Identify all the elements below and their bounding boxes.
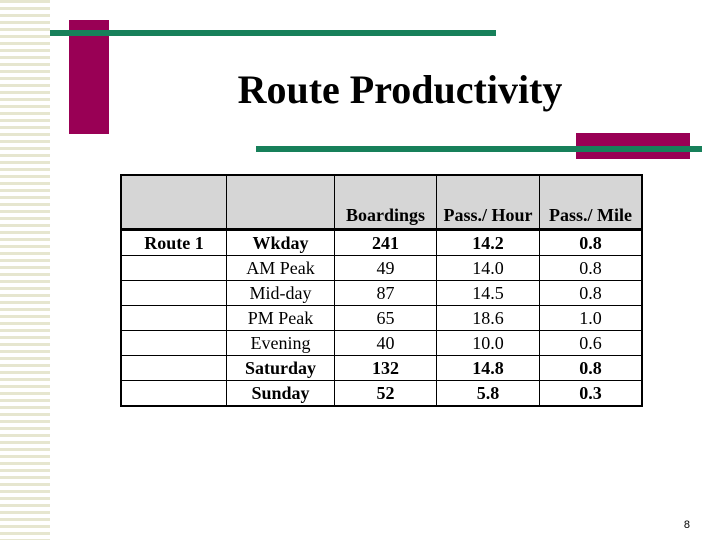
cell-period: AM Peak xyxy=(227,256,335,281)
cell-boardings: 65 xyxy=(335,306,437,331)
cell-route xyxy=(121,256,227,281)
cell-period: Saturday xyxy=(227,356,335,381)
cell-period: Mid-day xyxy=(227,281,335,306)
table-header-row xyxy=(121,175,642,230)
cell-boardings: 132 xyxy=(335,356,437,381)
page-number: 8 xyxy=(683,519,690,531)
green-rule-top xyxy=(50,30,496,36)
cell-pass-mile: 0.8 xyxy=(540,281,643,306)
table-row xyxy=(121,356,642,381)
cell-route xyxy=(121,381,227,407)
cell-pass-mile: 0.8 xyxy=(540,256,643,281)
header-boardings: Boardings xyxy=(335,175,437,230)
cell-pass-hour: 14.0 xyxy=(437,256,540,281)
table-row xyxy=(121,230,642,256)
cell-route: Route 1 xyxy=(121,230,227,256)
cell-pass-mile: 0.6 xyxy=(540,331,643,356)
cell-route xyxy=(121,281,227,306)
cell-pass-hour: 5.8 xyxy=(437,381,540,407)
maroon-accent-bar-top xyxy=(69,20,109,134)
cell-period: Sunday xyxy=(227,381,335,407)
cell-pass-mile: 0.8 xyxy=(540,230,643,256)
cell-period: Evening xyxy=(227,331,335,356)
cell-route xyxy=(121,331,227,356)
table-row xyxy=(121,281,642,306)
cell-boardings: 49 xyxy=(335,256,437,281)
table-row xyxy=(121,306,642,331)
cell-boardings: 87 xyxy=(335,281,437,306)
cell-pass-hour: 14.8 xyxy=(437,356,540,381)
cell-period: PM Peak xyxy=(227,306,335,331)
table-row xyxy=(121,381,642,407)
cell-period: Wkday xyxy=(227,230,335,256)
cell-pass-hour: 18.6 xyxy=(437,306,540,331)
table-row xyxy=(121,331,642,356)
cell-route xyxy=(121,356,227,381)
cell-pass-mile: 1.0 xyxy=(540,306,643,331)
cell-pass-mile: 0.8 xyxy=(540,356,643,381)
header-pass-per-hour: Pass./ Hour xyxy=(437,175,540,230)
cell-boardings: 40 xyxy=(335,331,437,356)
header-pass-per-mile: Pass./ Mile xyxy=(540,175,643,230)
cell-pass-mile: 0.3 xyxy=(540,381,643,407)
cell-pass-hour: 14.2 xyxy=(437,230,540,256)
green-rule-right xyxy=(256,146,702,152)
header-period xyxy=(227,175,335,230)
table-row xyxy=(121,256,642,281)
cell-pass-hour: 14.5 xyxy=(437,281,540,306)
header-route xyxy=(121,175,227,230)
cell-pass-hour: 10.0 xyxy=(437,331,540,356)
striped-margin xyxy=(0,0,50,540)
cell-route xyxy=(121,306,227,331)
route-productivity-table xyxy=(120,174,643,407)
cell-boardings: 241 xyxy=(335,230,437,256)
slide-title: Route Productivity xyxy=(237,67,563,112)
cell-boardings: 52 xyxy=(335,381,437,407)
